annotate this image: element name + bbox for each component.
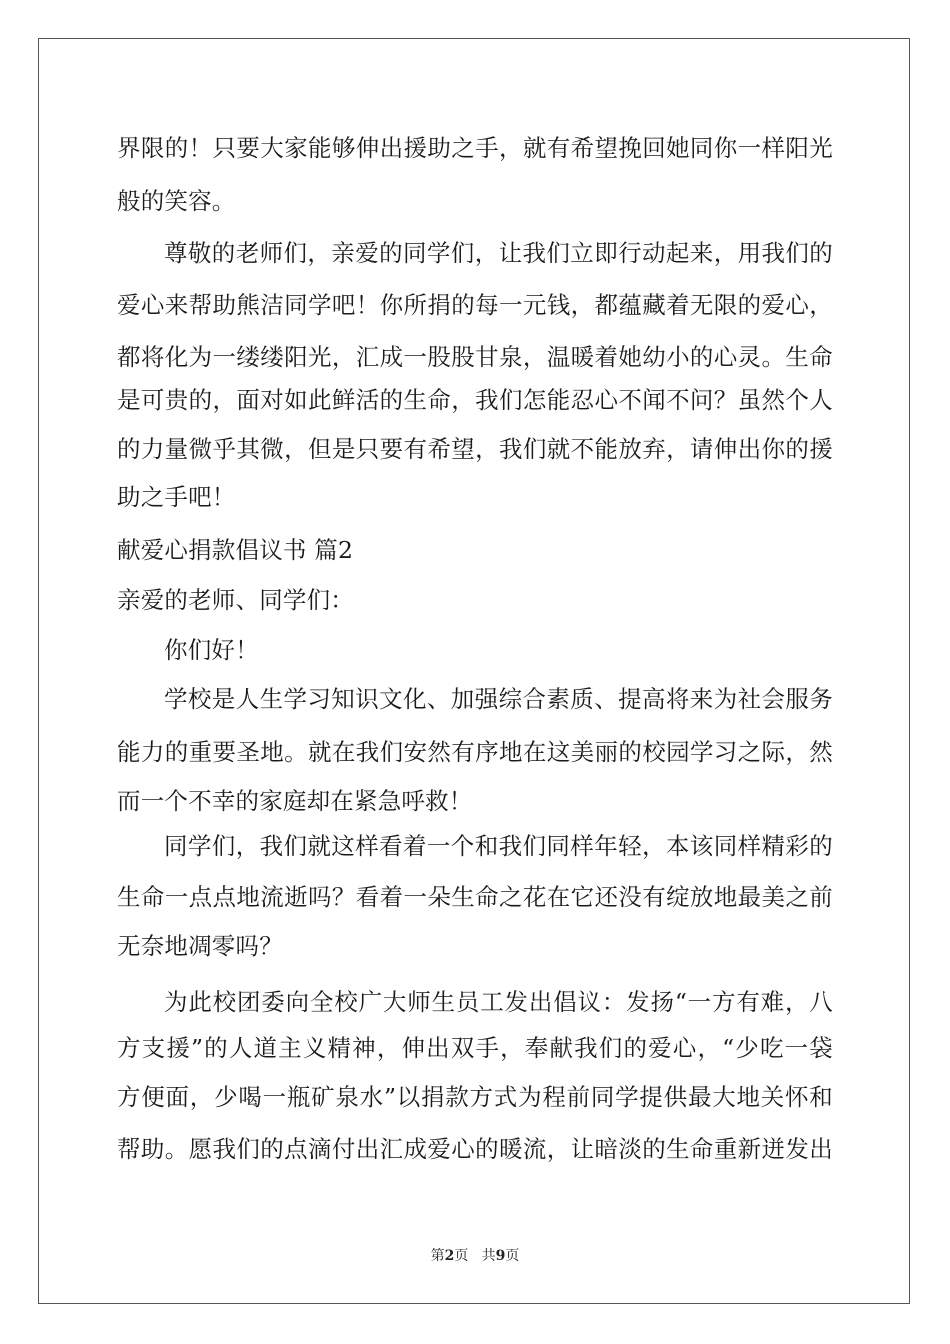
text-line: 生命一点点地流逝吗？看着一朵生命之花在它还没有绽放地最美之前 (117, 883, 833, 911)
text-line: 尊敬的老师们，亲爱的同学们，让我们立即行动起来，用我们的 (164, 239, 833, 267)
footer-total-number: 9 (495, 1248, 506, 1264)
salutation: 亲爱的老师、同学们： (117, 586, 354, 614)
text-line: 帮助。愿我们的点滴付出汇成爱心的暖流，让暗淡的生命重新迸发出 (117, 1135, 833, 1163)
text-line: 是可贵的，面对如此鲜活的生命，我们怎能忍心不闻不问？虽然个人 (117, 386, 833, 414)
footer-total-suffix: 页 (505, 1248, 520, 1264)
page-footer (0, 1247, 950, 1265)
footer-page-number: 2 (444, 1248, 455, 1264)
text-line: 方便面，少喝一瓶矿泉水”以捐款方式为程前同学提供最大地关怀和 (117, 1083, 833, 1111)
footer-page-prefix: 第 (430, 1248, 445, 1264)
page-border (38, 38, 910, 1304)
text-line: 的力量微乎其微，但是只要有希望，我们就不能放弃，请伸出你的援 (117, 435, 833, 463)
greeting: 你们好！ (164, 636, 259, 664)
text-line: 助之手吧！ (117, 483, 236, 511)
footer-page-suffix: 页 (454, 1248, 469, 1264)
text-line: 方支援”的人道主义精神，伸出双手，奉献我们的爱心，“少吃一袋 (117, 1034, 833, 1062)
text-line: 能力的重要圣地。就在我们安然有序地在这美丽的校园学习之际，然 (117, 738, 833, 766)
text-line: 般的笑容。 (117, 187, 236, 215)
text-line: 界限的！只要大家能够伸出援助之手，就有希望挽回她同你一样阳光 (117, 134, 833, 162)
text-line: 无奈地凋零吗？ (117, 932, 283, 960)
text-line: 学校是人生学习知识文化、加强综合素质、提高将来为社会服务 (164, 685, 833, 713)
text-line: 为此校团委向全校广大师生员工发出倡议：发扬“一方有难，八 (164, 988, 833, 1016)
section-heading: 献爱心捐款倡议书 篇2 (117, 536, 354, 564)
footer-total-prefix: 共 (481, 1248, 496, 1264)
text-line: 都将化为一缕缕阳光，汇成一股股甘泉，温暖着她幼小的心灵。生命 (117, 343, 833, 371)
text-line: 同学们，我们就这样看着一个和我们同样年轻，本该同样精彩的 (164, 832, 833, 860)
text-line: 而一个不幸的家庭却在紧急呼救！ (117, 787, 473, 815)
text-line: 爱心来帮助熊洁同学吧！你所捐的每一元钱，都蕴藏着无限的爱心， (117, 291, 833, 319)
